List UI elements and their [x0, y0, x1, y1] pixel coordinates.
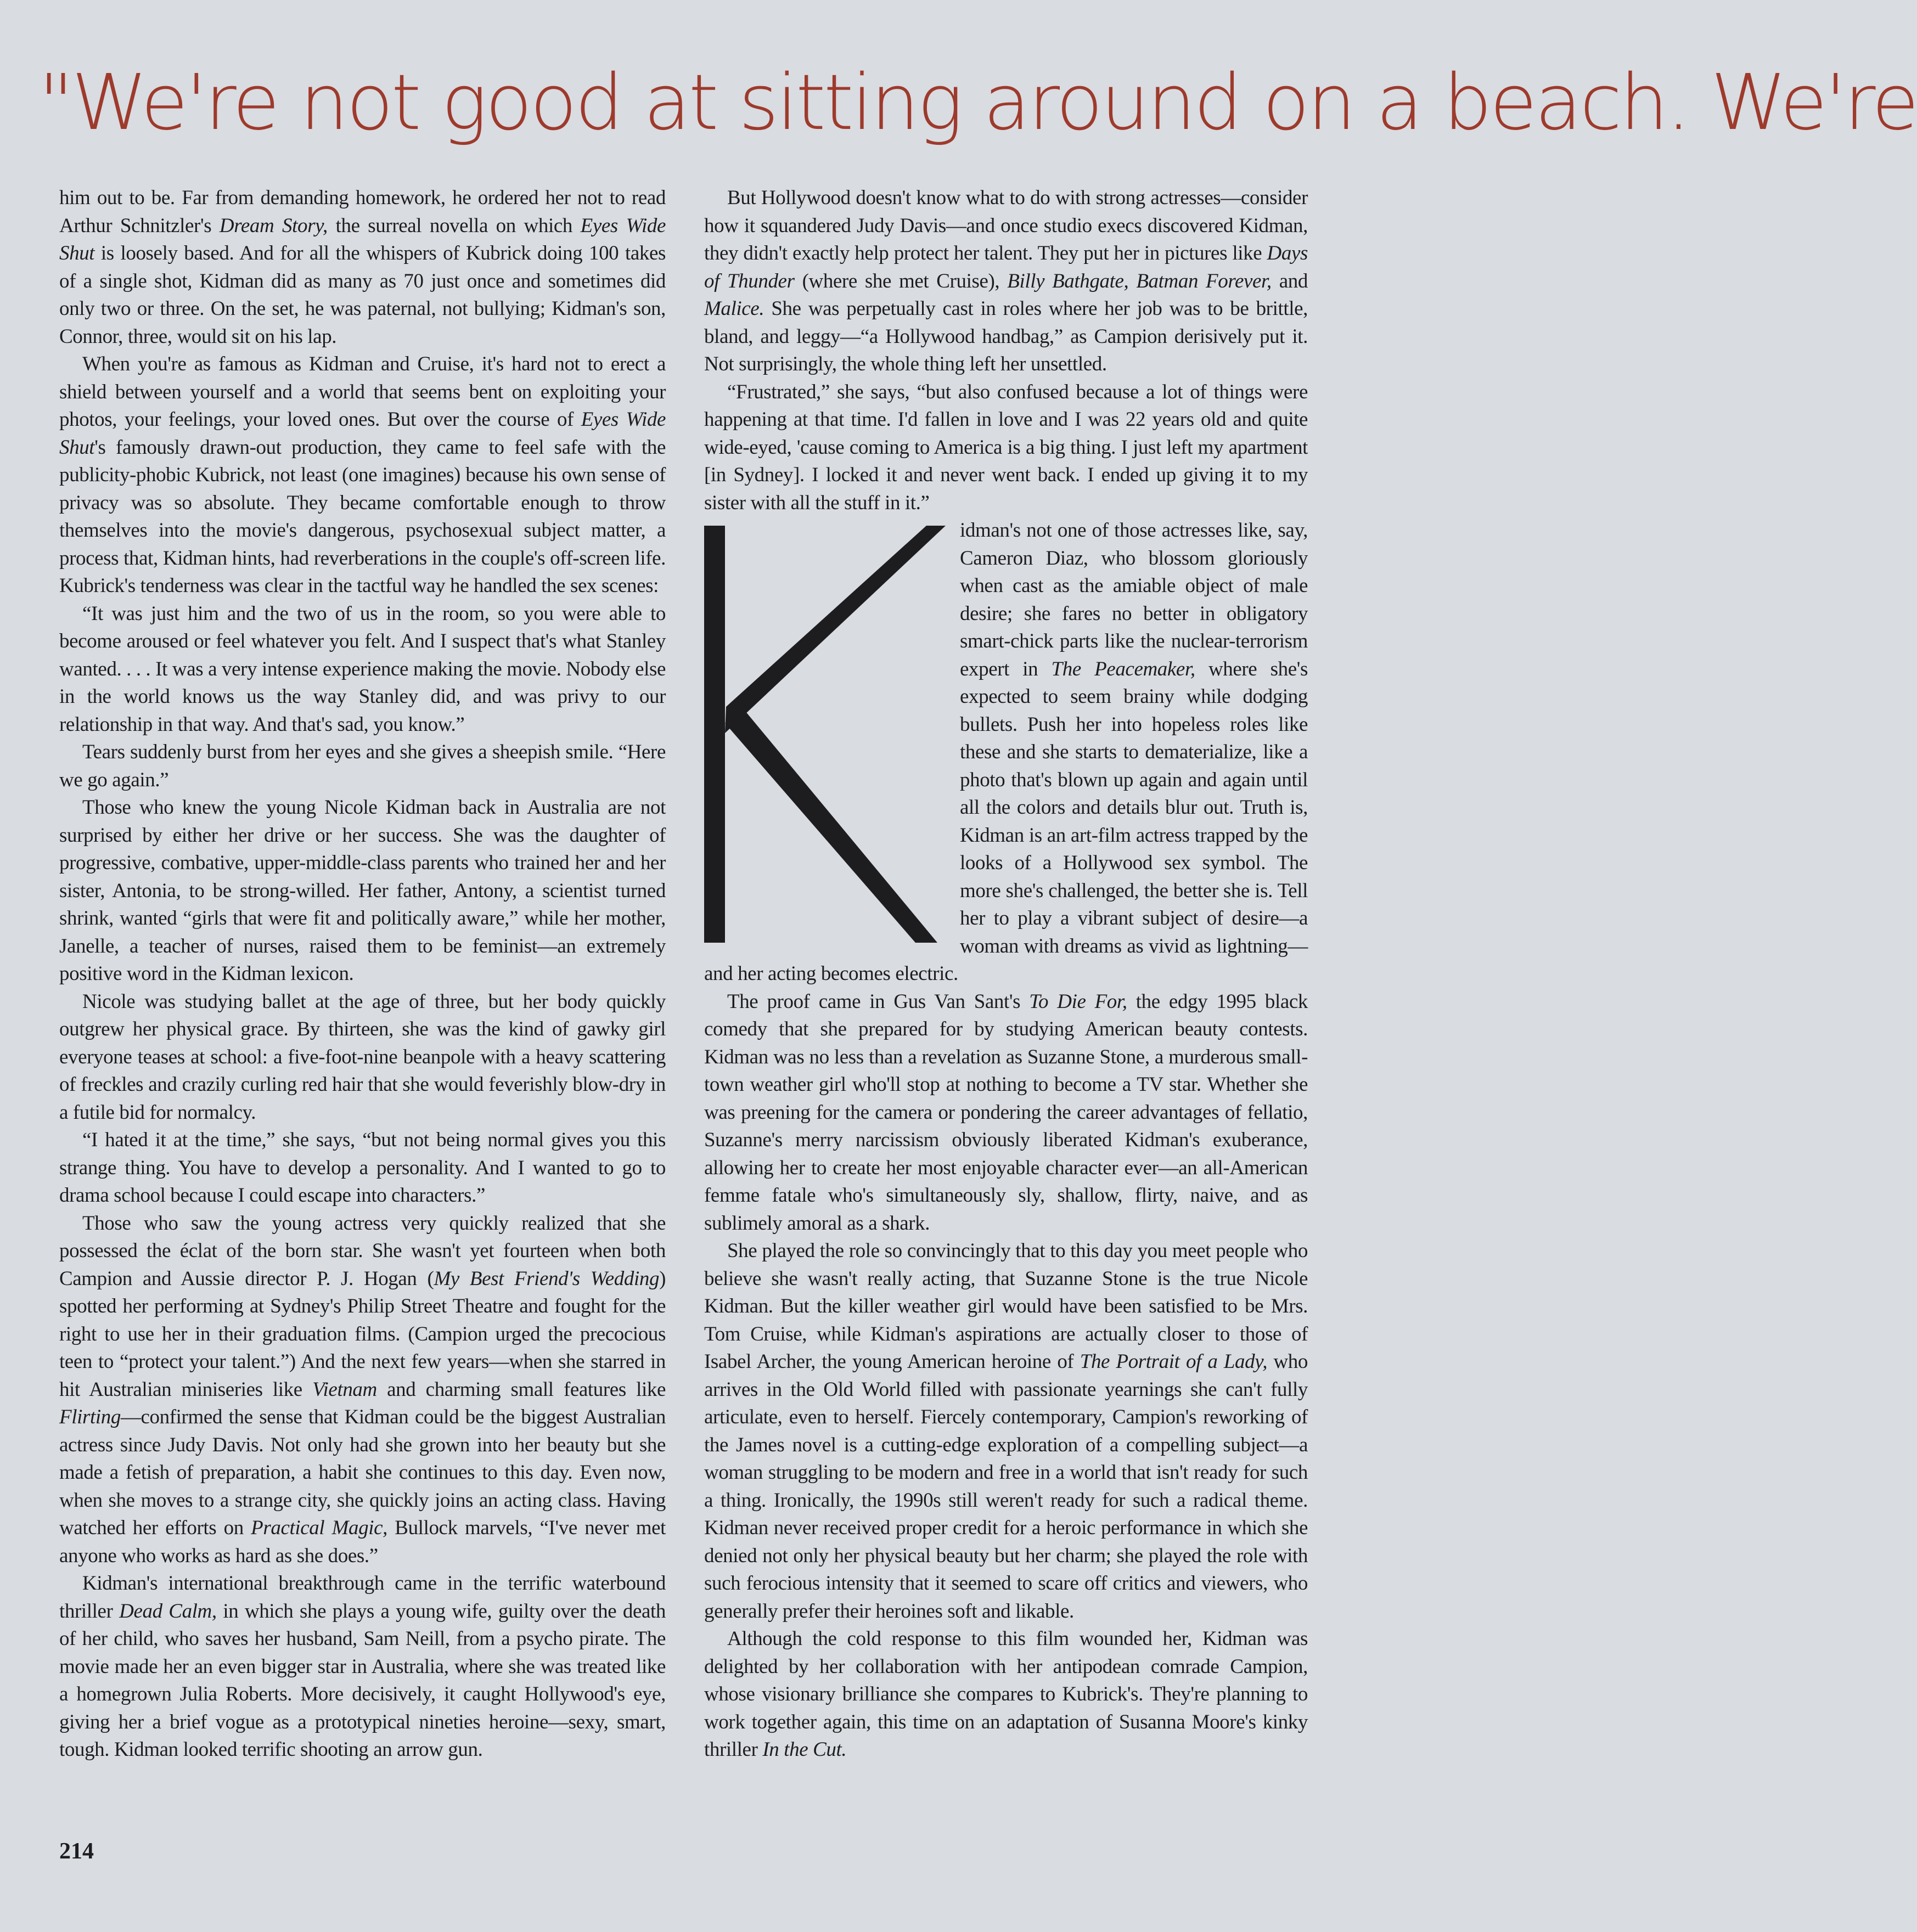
text-run: Those who saw the young actress very quickly realized that she possessed the éclat of the born star. She wasn't yet fourteen when both Campion and Aussie director P. J. Hogan (: [59, 1212, 666, 1290]
drop-cap: [704, 526, 946, 943]
body-paragraph: [704, 1237, 1308, 1625]
page-number: 214: [59, 1839, 94, 1864]
body-paragraph: [59, 1126, 666, 1210]
text-run: is loosely based. And for all the whispers of Kubrick doing 100 takes of a single shot, Kidman did as many as 70 just once and sometimes did only two or three. On the set, he was paternal, not bullying; Kidman's son, Connor, three, would sit on his lap.: [59, 242, 666, 348]
text-run: But Hollywood doesn't know what to do with strong actresses—consider how it squandered Judy Davis—and once studio execs discovered Kidman, they didn't exactly help protect her talent. They put her in pictures like: [704, 187, 1308, 264]
italic-title: Dead Calm,: [119, 1599, 217, 1623]
text-run: She was perpetually cast in roles where her job was to be brittle, bland, and leggy—“a Hollywood handbag,” as Campion derisively put it. Not surprisingly, the whole thing left her unsettled.: [704, 297, 1308, 375]
text-run: where she's expected to seem brainy while dodging bullets. Push her into hopeless roles like these and she starts to dematerialize, like a photo that's blown up again and again until all the colors and details blur out. Truth is, Kidman is an art-film actress trapped by the looks of a Hollywood sex symbol. The more she's challenged, the better she is. Tell her to play a vibrant subject of desire—a woman with dreams as vivid as lightning—and her acting becomes electric.: [704, 657, 1308, 985]
text-run: “Frustrated,” she says, “but also confused because a lot of things were happening at that time. I'd fallen in love and I was 22 years old and quite wide-eyed, 'cause coming to America is a big thing. I just left my apartment [in Sydney]. I locked it and never went back. I ended up giving it to my sister with all the stuff in it.”: [704, 380, 1308, 514]
italic-title: Vietnam: [312, 1378, 377, 1401]
italic-title: The Peacemaker,: [1051, 657, 1195, 680]
text-run: him out to be. Far from demanding homework, he ordered her not to read Arthur Schnitzler's: [59, 187, 666, 237]
italic-title: Days of Thunder: [704, 242, 1308, 292]
text-run: the surreal novella on which: [327, 214, 581, 237]
body-paragraph: [704, 1625, 1308, 1764]
body-paragraph: [59, 1570, 666, 1764]
italic-title: Dream Story,: [219, 214, 328, 237]
body-paragraph: [59, 988, 666, 1127]
body-paragraph: [704, 379, 1308, 517]
text-run: Kidman's international breakthrough came in the terrific waterbound thriller: [59, 1572, 666, 1623]
body-paragraph: [704, 988, 1308, 1238]
text-run: in which she plays a young wife, guilty over the death of her child, who saves her husband, Sam Neill, from a psycho pirate. The movie made her an even bigger star in Australia, where she was treated like a homegrown Julia Roberts. More decisively, it caught Hollywood's eye, giving her a brief vogue as a prototypical nineties heroine—sexy, smart, tough. Kidman looked terrific shooting an arrow gun.: [59, 1599, 666, 1761]
text-run: “I hated it at the time,” she says, “but not being normal gives you this strange thing. You have to develop a personality. And I wanted to go to drama school because I could escape into characters.”: [59, 1129, 666, 1207]
text-run: “It was just him and the two of us in the room, so you were able to become aroused or feel whatever you felt. And I suspect that's what Stanley wanted. . . . It was a very intense experience making the movie. Nobody else in the world knows us the way Stanley did, and was privy to our relationship in that way. And that's sad, you know.”: [59, 602, 666, 736]
italic-title: Eyes Wide Shut: [59, 214, 666, 264]
text-run: When you're as famous as Kidman and Cruise, it's hard not to erect a shield between yourself and a world that seems bent on exploiting your photos, your feelings, your loved ones. But over the course of: [59, 353, 666, 431]
body-paragraph: [59, 600, 666, 739]
italic-title: To Die For,: [1029, 990, 1127, 1013]
italic-title: Malice.: [704, 297, 764, 320]
text-run: She played the role so convincingly that to this day you meet people who believe she wasn't really acting, that Suzanne Stone is the true Nicole Kidman. But the killer weather girl would have been satisfied to be Mrs. Tom Cruise, while Kidman's aspirations are actually closer to those of Isabel Archer, the young American heroine of: [704, 1240, 1308, 1373]
text-run: idman's not one of those actresses like, say, Cameron Diaz, who blossom gloriously when cast as the amiable object of male desire; she fares no better in obligatory smart-chick parts like the nuclear-terrorism expert in: [960, 519, 1308, 680]
pull-quote: "We're not good at sitting around on a beach. We're: [38, 58, 1917, 148]
italic-title: Eyes Wide Shut: [59, 408, 666, 459]
text-run: Tears suddenly burst from her eyes and she gives a sheepish smile. “Here we go again.”: [59, 741, 666, 791]
italic-title: The Portrait of a Lady,: [1080, 1350, 1268, 1373]
text-run: The proof came in Gus Van Sant's: [727, 990, 1030, 1013]
left-column: [59, 184, 666, 1764]
body-paragraph: [59, 794, 666, 988]
italic-title: My Best Friend's Wedding: [434, 1267, 660, 1290]
text-run: who arrives in the Old World filled with passionate yearnings she can't fully articulate, even to herself. Fiercely contemporary, Campion's reworking of the James novel is a cutting-edge exploration of a compelling subject—a woman struggling to be modern and free in a world that isn't ready for such a thing. Ironically, the 1990s still weren't ready for such a radical theme. Kidman never received proper credit for a heroic performance in which she denied not only her physical beauty but her charm; she played the role with such ferocious intensity that it seemed to scare off critics and viewers, who generally prefer their heroines soft and likable.: [704, 1350, 1308, 1623]
body-paragraph: [59, 351, 666, 600]
italic-title: Practical Magic,: [251, 1517, 387, 1539]
body-paragraph: [59, 184, 666, 351]
right-column: [704, 184, 1308, 1764]
text-run: and: [1271, 269, 1308, 292]
text-run: ) spotted her performing at Sydney's Philip Street Theatre and fought for the right to use her in their graduation films. (Campion urged the precocious teen to “protect your talent.”) And the next few years—when she starred in hit Australian miniseries like: [59, 1267, 666, 1401]
text-run: (where she met Cruise),: [794, 269, 1008, 292]
drop-cap-paragraph: [704, 517, 1308, 988]
italic-title: In the Cut.: [762, 1738, 847, 1761]
text-run: and charming small features like: [376, 1378, 666, 1401]
text-run: Bullock marvels, “I've never met anyone who works as hard as she does.”: [59, 1517, 666, 1567]
right-column-top: [704, 184, 1308, 517]
body-paragraph: [704, 184, 1308, 379]
italic-title: Flirting: [59, 1406, 121, 1428]
right-column-bottom: [704, 988, 1308, 1764]
body-paragraph: [59, 1210, 666, 1570]
text-run: —confirmed the sense that Kidman could be the biggest Australian actress since Judy Davis. Not only had she grown into her beauty but she made a fetish of preparation, a habit she continues to this day. Even now, when she moves to a strange city, she quickly joins an acting class. Having watched her efforts on: [59, 1406, 666, 1539]
italic-title: Billy Bathgate, Batman Forever,: [1007, 269, 1272, 292]
text-run: Those who knew the young Nicole Kidman back in Australia are not surprised by either her drive or her success. She was the daughter of progressive, combative, upper-middle-class parents who trained her and her sister, Antonia, to be strong-willed. Her father, Antony, a scientist turned shrink, wanted “girls that were fit and politically aware,” while her mother, Janelle, a teacher of nurses, raised them to be feminist—an extremely positive word in the Kidman lexicon.: [59, 796, 666, 985]
text-run: Nicole was studying ballet at the age of three, but her body quickly outgrew her physical grace. By thirteen, she was the kind of gawky girl everyone teases at school: a five-foot-nine beanpole with a heavy scattering of freckles and crazily curling red hair that she would feverishly blow-dry in a futile bid for normalcy.: [59, 990, 666, 1124]
body-paragraph: [59, 739, 666, 794]
text-run: 's famously drawn-out production, they came to feel safe with the publicity-phobic Kubrick, not least (one imagines) because his own sense of privacy was so absolute. They became comfortable enough to throw themselves into the movie's dangerous, psychosexual subject matter, a process that, Kidman hints, had reverberations in the couple's off-screen life. Kubrick's tenderness was clear in the tactful way he handled the sex scenes:: [59, 436, 666, 597]
text-run: Although the cold response to this film wounded her, Kidman was delighted by her collaboration with her antipodean comrade Campion, whose visionary brilliance she compares to Kubrick's. They're planning to work together again, this time on an adaptation of Susanna Moore's kinky thriller: [704, 1627, 1308, 1761]
drop-cap-k-glyph: [704, 526, 946, 943]
text-run: the edgy 1995 black comedy that she prepared for by studying American beauty contests. Kidman was no less than a revelation as Suzanne Stone, a murderous small-town weather girl who'll stop at nothing to become a TV star. Whether she was preening for the camera or pondering the career advantages of fellatio, Suzanne's merry narcissism obviously liberated Kidman's exuberance, allowing her to create her most enjoyable character ever—an all-American femme fatale who's simultaneously sly, shallow, flirty, naive, and as sublimely amoral as a shark.: [704, 990, 1308, 1235]
